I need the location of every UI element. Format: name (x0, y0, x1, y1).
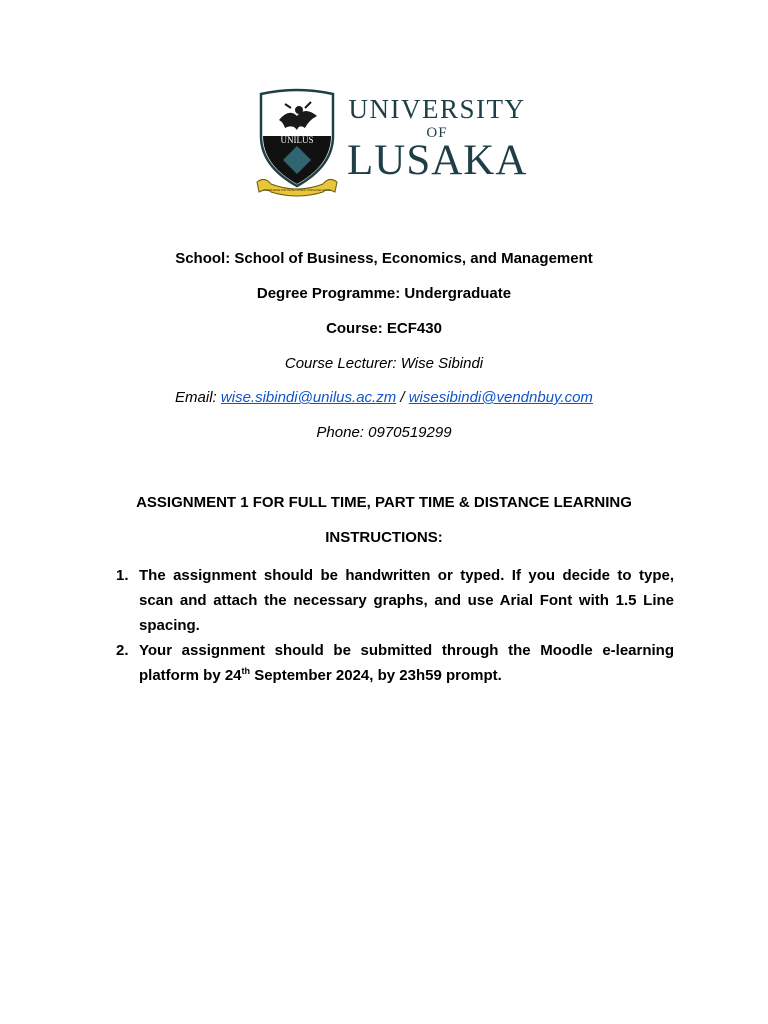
instructions-heading: INSTRUCTIONS: (325, 529, 443, 546)
logo-of-text: OF (426, 125, 448, 141)
school-line: School: School of Business, Economics, and Management (175, 250, 593, 267)
email-line (0, 389, 768, 407)
email-label: Email: (175, 389, 217, 406)
ribbon-text: KNOWLEDGE FOR DEVELOPMENT AND EXCELLENCE (263, 189, 331, 192)
logo-university-text: UNIVERSITY (348, 94, 526, 124)
email-separator: / (400, 389, 405, 406)
instruction-number: 1. (116, 567, 129, 584)
crest-text: UNILUS (280, 135, 314, 145)
logo-lusaka-text: LUSAKA (347, 137, 528, 184)
ordinal-superscript: th (241, 666, 251, 676)
programme-line: Degree Programme: Undergraduate (256, 285, 512, 302)
assignment-title: ASSIGNMENT 1 FOR FULL TIME, PART TIME & DISTANCE LEARNING (136, 494, 632, 511)
instruction-item (116, 563, 674, 638)
logo-wordmark (347, 94, 527, 182)
lecturer-line: Course Lecturer: Wise Sibindi (284, 355, 484, 372)
crest-icon (255, 86, 339, 198)
university-logo (255, 86, 530, 198)
instruction-text: The assignment should be handwritten or typed. If you decide to type, scan and attach the necessary graphs, and use Arial Font with 1.5 Line spacing. (139, 567, 674, 634)
instruction-text-after: September 2024, by 23h59 prompt. (250, 667, 502, 684)
instruction-text (139, 638, 674, 688)
instruction-item (116, 638, 674, 688)
instruction-text-before: Your assignment should be submitted through the Moodle e-learning platform by 24 (139, 642, 674, 684)
email-link-vendnbuy[interactable]: wisesibindi@vendnbuy.com (408, 389, 593, 406)
course-line: Course: ECF430 (326, 320, 442, 337)
email-link-unilus[interactable]: wise.sibindi@unilus.ac.zm (220, 389, 397, 406)
instruction-number: 2. (116, 642, 129, 659)
phone-line: Phone: 0970519299 (316, 424, 452, 441)
instructions-list (116, 563, 674, 688)
